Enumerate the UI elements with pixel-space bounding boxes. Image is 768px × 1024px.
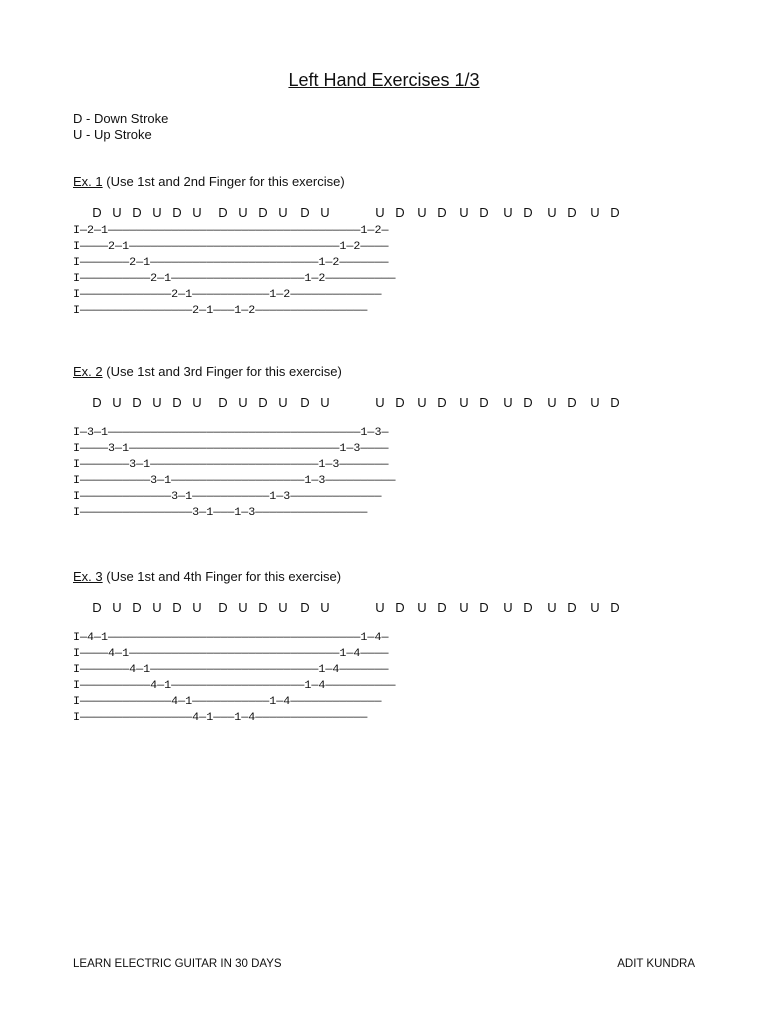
down-stroke-mark: D xyxy=(300,205,310,220)
exercise-heading xyxy=(73,364,693,379)
up-stroke-mark: U xyxy=(152,395,162,410)
page-title: Left Hand Exercises 1/3 xyxy=(288,70,480,90)
down-stroke-mark: D xyxy=(395,205,405,220)
up-stroke-mark: U xyxy=(547,395,557,410)
down-stroke-mark: D xyxy=(479,205,489,220)
down-stroke-mark: D xyxy=(395,600,405,615)
tab-string-line: I————————————————4—1———1—4———————————————— xyxy=(73,712,368,724)
up-stroke-mark: U xyxy=(278,205,288,220)
tab-string-line: I—————————————4—1———————————1—4————————————— xyxy=(73,696,382,708)
up-stroke-mark: U xyxy=(112,205,122,220)
tab-string-line: I—————————————2—1———————————1—2————————————— xyxy=(73,289,382,301)
down-stroke-mark: D xyxy=(479,395,489,410)
down-stroke-mark: D xyxy=(172,600,182,615)
down-stroke-mark: D xyxy=(258,205,268,220)
down-stroke-mark: D xyxy=(437,600,447,615)
tab-string-line: I————————————————2—1———1—2———————————————— xyxy=(73,305,368,317)
down-stroke-mark: D xyxy=(132,205,142,220)
up-stroke-mark: U xyxy=(112,395,122,410)
up-stroke-mark: U xyxy=(192,395,202,410)
tab-string-line: I————4—1——————————————————————————————1—4———— xyxy=(73,648,389,660)
tab-string-line: I———————2—1————————————————————————1—2——————— xyxy=(73,257,389,269)
down-stroke-mark: D xyxy=(132,600,142,615)
up-stroke-mark: U xyxy=(152,205,162,220)
up-stroke-mark: U xyxy=(590,205,600,220)
up-stroke-mark: U xyxy=(590,395,600,410)
up-stroke-mark: U xyxy=(238,600,248,615)
down-stroke-mark: D xyxy=(300,600,310,615)
exercise-1 xyxy=(73,174,693,319)
up-stroke-mark: U xyxy=(459,600,469,615)
up-stroke-mark: U xyxy=(238,395,248,410)
down-stroke-mark: D xyxy=(523,600,533,615)
down-stroke-mark: D xyxy=(523,395,533,410)
up-stroke-mark: U xyxy=(375,205,385,220)
up-stroke-mark: U xyxy=(503,395,513,410)
stroke-legend xyxy=(73,111,168,143)
footer-book-title: LEARN ELECTRIC GUITAR IN 30 DAYS xyxy=(73,958,282,970)
tab-string-line: I————————————————3—1———1—3———————————————— xyxy=(73,507,368,519)
down-stroke-mark: D xyxy=(395,395,405,410)
exercise-label: Ex. 2 xyxy=(73,364,103,379)
exercise-label: Ex. 1 xyxy=(73,174,103,189)
down-stroke-mark: D xyxy=(218,205,228,220)
stroke-pattern xyxy=(73,205,693,221)
tab-string-line: I————3—1——————————————————————————————1—3———— xyxy=(73,443,389,455)
exercise-heading xyxy=(73,569,693,584)
down-stroke-mark: D xyxy=(92,600,102,615)
up-stroke-mark: U xyxy=(192,205,202,220)
down-stroke-mark: D xyxy=(523,205,533,220)
tab-string-line: I—2—1————————————————————————————————————1—2— xyxy=(73,225,389,237)
down-stroke-mark: D xyxy=(567,600,577,615)
down-stroke-mark: D xyxy=(567,395,577,410)
tab-string-line: I———————4—1————————————————————————1—4——————— xyxy=(73,664,389,676)
down-stroke-mark: D xyxy=(218,600,228,615)
tablature xyxy=(73,425,693,521)
down-stroke-mark: D xyxy=(172,205,182,220)
up-stroke-mark: U xyxy=(547,205,557,220)
up-stroke-mark: U xyxy=(459,395,469,410)
tablature xyxy=(73,223,693,319)
down-stroke-mark: D xyxy=(92,205,102,220)
stroke-pattern xyxy=(73,395,693,411)
down-stroke-mark: D xyxy=(132,395,142,410)
down-stroke-mark: D xyxy=(172,395,182,410)
up-stroke-mark: U xyxy=(375,600,385,615)
footer-author: ADIT KUNDRA xyxy=(617,958,695,970)
up-stroke-mark: U xyxy=(547,600,557,615)
up-stroke-mark: U xyxy=(375,395,385,410)
up-stroke-mark: U xyxy=(152,600,162,615)
up-stroke-mark: U xyxy=(320,205,330,220)
up-stroke-mark: U xyxy=(590,600,600,615)
tab-string-line: I—————————————3—1———————————1—3————————————— xyxy=(73,491,382,503)
down-stroke-mark: D xyxy=(610,600,620,615)
legend-down-stroke: D - Down Stroke xyxy=(73,111,169,126)
exercise-description: (Use 1st and 4th Finger for this exercise) xyxy=(102,569,342,584)
down-stroke-mark: D xyxy=(437,395,447,410)
down-stroke-mark: D xyxy=(610,395,620,410)
down-stroke-mark: D xyxy=(300,395,310,410)
tab-string-line: I———————3—1————————————————————————1—3——————— xyxy=(73,459,389,471)
exercise-2 xyxy=(73,364,693,521)
down-stroke-mark: D xyxy=(218,395,228,410)
tab-string-line: I—3—1————————————————————————————————————1—3— xyxy=(73,427,389,439)
up-stroke-mark: U xyxy=(278,395,288,410)
exercise-description: (Use 1st and 3rd Finger for this exercise) xyxy=(102,364,342,379)
down-stroke-mark: D xyxy=(258,600,268,615)
up-stroke-mark: U xyxy=(459,205,469,220)
exercise-3 xyxy=(73,569,693,726)
up-stroke-mark: U xyxy=(503,205,513,220)
down-stroke-mark: D xyxy=(92,395,102,410)
legend-up-stroke: U - Up Stroke xyxy=(73,127,152,142)
up-stroke-mark: U xyxy=(238,205,248,220)
tablature xyxy=(73,630,693,726)
down-stroke-mark: D xyxy=(479,600,489,615)
tab-string-line: I—4—1————————————————————————————————————1—4— xyxy=(73,632,389,644)
down-stroke-mark: D xyxy=(610,205,620,220)
up-stroke-mark: U xyxy=(278,600,288,615)
exercise-label: Ex. 3 xyxy=(73,569,103,584)
up-stroke-mark: U xyxy=(192,600,202,615)
up-stroke-mark: U xyxy=(112,600,122,615)
stroke-pattern xyxy=(73,600,693,616)
tab-string-line: I——————————2—1———————————————————1—2—————————— xyxy=(73,273,396,285)
tab-string-line: I——————————4—1———————————————————1—4—————————— xyxy=(73,680,396,692)
up-stroke-mark: U xyxy=(320,600,330,615)
down-stroke-mark: D xyxy=(437,205,447,220)
tab-string-line: I————2—1——————————————————————————————1—2———— xyxy=(73,241,389,253)
up-stroke-mark: U xyxy=(503,600,513,615)
down-stroke-mark: D xyxy=(567,205,577,220)
exercise-heading xyxy=(73,174,693,189)
down-stroke-mark: D xyxy=(258,395,268,410)
up-stroke-mark: U xyxy=(417,600,427,615)
up-stroke-mark: U xyxy=(320,395,330,410)
up-stroke-mark: U xyxy=(417,205,427,220)
exercise-description: (Use 1st and 2nd Finger for this exercise) xyxy=(102,174,345,189)
tab-string-line: I——————————3—1———————————————————1—3—————————— xyxy=(73,475,396,487)
up-stroke-mark: U xyxy=(417,395,427,410)
